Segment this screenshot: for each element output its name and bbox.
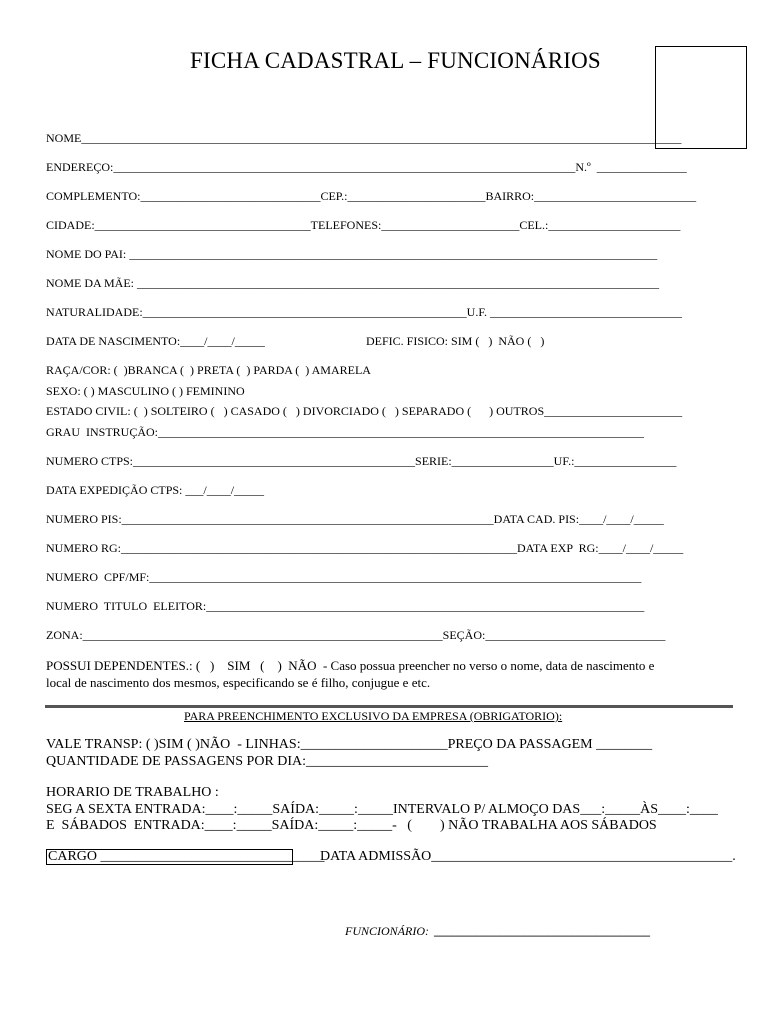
cidade-telefones-cel-field[interactable]: CIDADE:____________________________________TELEFONES:_______________________CEL.:______________________ <box>46 218 681 232</box>
quantidade-passagens-field[interactable]: QUANTIDADE DE PASSAGENS POR DIA:__________________________ <box>46 754 489 769</box>
page-title: FICHA CADASTRAL – FUNCIONÁRIOS <box>190 48 601 73</box>
section-divider <box>45 705 733 708</box>
dependentes-line-1[interactable]: POSSUI DEPENDENTES.: ( ) SIM ( ) NÃO - Caso possua preencher no verso o nome, data de nascimento e <box>46 658 655 673</box>
sabados-field[interactable]: E SÁBADOS ENTRADA:____:_____SAÍDA:_____:_____- ( ) NÃO TRABALHA AOS SÁBADOS <box>46 818 657 833</box>
pis-field[interactable]: NUMERO PIS:______________________________________________________________DATA CAD. PIS:____/____/_____ <box>46 512 664 526</box>
endereco-field[interactable]: ENDEREÇO:_____________________________________________________________________________N.º _______________ <box>46 160 687 174</box>
defic-fisico-field[interactable]: DEFIC. FISICO: SIM ( ) NÃO ( ) <box>366 334 545 348</box>
funcionario-signature-line[interactable]: ____________________________________ <box>434 924 650 938</box>
vale-transporte-field[interactable]: VALE TRANSP: ( )SIM ( )NÃO - LINHAS:_____________________PREÇO DA PASSAGEM ________ <box>46 737 653 752</box>
sexo-field[interactable]: SEXO: ( ) MASCULINO ( ) FEMININO <box>46 384 245 398</box>
zona-secao-field[interactable]: ZONA:____________________________________________________________SEÇÃO:______________________________ <box>46 628 666 642</box>
complemento-cep-bairro-field[interactable]: COMPLEMENTO:______________________________CEP.:_______________________BAIRRO:___________________________ <box>46 189 697 203</box>
funcionario-label: FUNCIONÁRIO: <box>345 924 429 938</box>
titulo-eleitor-field[interactable]: NUMERO TITULO ELEITOR:_________________________________________________________________________ <box>46 599 645 613</box>
data-expedicao-ctps-field[interactable]: DATA EXPEDIÇÃO CTPS: ___/____/_____ <box>46 483 265 497</box>
nome-field[interactable]: NOME____________________________________________________________________________________________________ <box>46 131 682 145</box>
grau-instrucao-field[interactable]: GRAU INSTRUÇÃO:_________________________________________________________________________________ <box>46 425 645 439</box>
data-admissao-field[interactable]: DATA ADMISSÃO___________________________________________. <box>320 849 736 864</box>
ctps-serie-uf-field[interactable]: NUMERO CTPS:_______________________________________________SERIE:_________________UF.:_________________ <box>46 454 677 468</box>
empresa-section-header: PARA PREENCHIMENTO EXCLUSIVO DA EMPRESA (OBRIGATORIO): <box>184 709 563 723</box>
dependentes-line-2: local de nascimento dos mesmos, especificando se é filho, conjugue e etc. <box>46 675 431 690</box>
naturalidade-uf-field[interactable]: NATURALIDADE:______________________________________________________U.F. ________________________________ <box>46 305 683 319</box>
nome-mae-field[interactable]: NOME DA MÃE: _______________________________________________________________________________________ <box>46 276 660 290</box>
nome-pai-field[interactable]: NOME DO PAI: ________________________________________________________________________________________ <box>46 247 658 261</box>
cargo-field[interactable]: CARGO ________________________________ <box>48 849 325 864</box>
horario-trabalho-label: HORARIO DE TRABALHO : <box>46 785 219 800</box>
rg-field[interactable]: NUMERO RG:__________________________________________________________________DATA EXP RG:____/____/_____ <box>46 541 684 555</box>
seg-sexta-field[interactable]: SEG A SEXTA ENTRADA:____:_____SAÍDA:_____:_____INTERVALO P/ ALMOÇO DAS___:_____ÀS____:____ <box>46 802 718 817</box>
raca-cor-field[interactable]: RAÇA/COR: ( )BRANCA ( ) PRETA ( ) PARDA ( ) AMARELA <box>46 363 371 377</box>
data-nascimento-field[interactable]: DATA DE NASCIMENTO:____/____/_____ <box>46 334 265 348</box>
cpf-field[interactable]: NUMERO CPF/MF:__________________________________________________________________________________ <box>46 570 642 584</box>
estado-civil-field[interactable]: ESTADO CIVIL: ( ) SOLTEIRO ( ) CASADO ( ) DIVORCIADO ( ) SEPARADO ( ) OUTROS_______________________ <box>46 404 683 418</box>
